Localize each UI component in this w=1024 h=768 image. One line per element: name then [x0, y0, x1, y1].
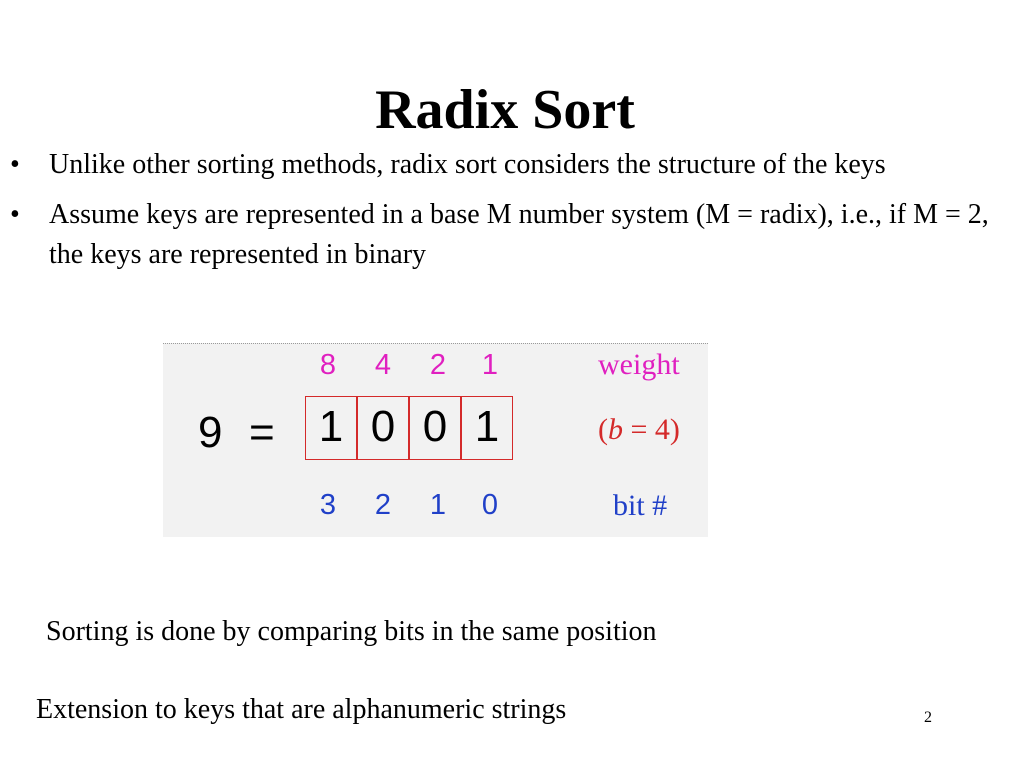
bit-number: 0 — [481, 489, 499, 521]
bit-count-variable: b — [608, 413, 623, 446]
bit-cell: 0 — [409, 396, 461, 460]
bullet-item — [10, 145, 1015, 185]
bit-cell: 1 — [461, 396, 513, 460]
slide-title: Radix Sort — [375, 79, 635, 141]
weight-digit: 1 — [481, 349, 499, 381]
bit-number: 3 — [319, 489, 337, 521]
weight-label: weight — [598, 348, 680, 381]
equals-sign: = — [249, 408, 275, 457]
bullet-marker: • — [10, 149, 20, 180]
weight-digit: 2 — [429, 349, 447, 381]
note-comparing-bits: Sorting is done by comparing bits in the same position — [46, 616, 657, 647]
bit-count-open: ( — [598, 413, 608, 446]
bullet-text: Assume keys are represented in a base M number system (M = radix), i.e., if M = 2, the keys are represented in binary — [49, 199, 989, 270]
bit-cell: 0 — [357, 396, 409, 460]
bullet-list — [10, 145, 1015, 285]
bit-number: 2 — [374, 489, 392, 521]
bit-number-label: bit # — [613, 489, 668, 522]
bullet-text: Unlike other sorting methods, radix sort considers the structure of the keys — [49, 149, 886, 180]
decimal-value: 9 — [198, 408, 223, 457]
bullet-item — [10, 195, 1015, 275]
bit-count-label — [598, 412, 680, 448]
weight-digit: 4 — [374, 349, 392, 381]
bullet-marker: • — [10, 199, 20, 230]
bit-number: 1 — [429, 489, 447, 521]
bit-count-rest: = 4) — [623, 413, 680, 446]
weight-digit: 8 — [319, 349, 337, 381]
bit-cell: 1 — [305, 396, 357, 460]
note-alphanumeric-extension: Extension to keys that are alphanumeric strings — [36, 694, 567, 725]
page-number: 2 — [924, 709, 932, 726]
binary-representation-figure — [163, 343, 708, 537]
